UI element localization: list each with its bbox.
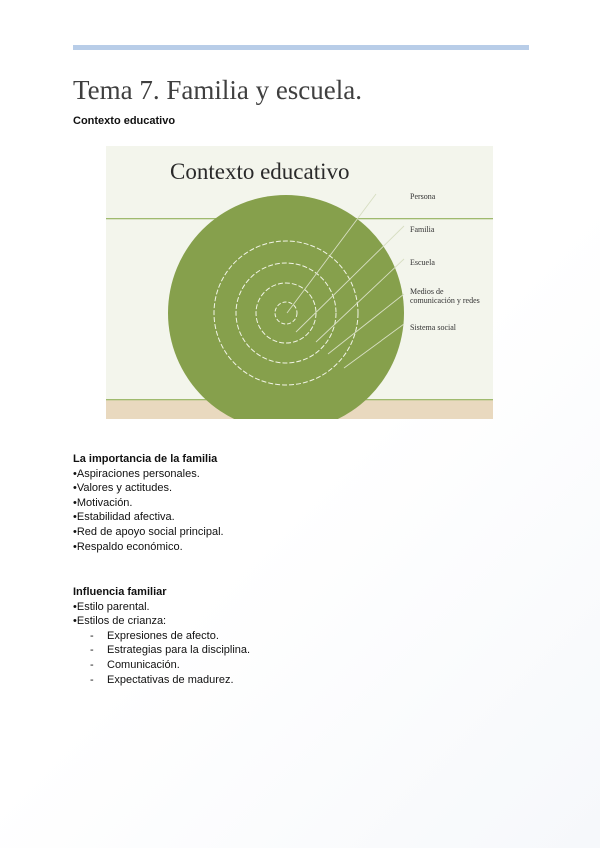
sub-list-item (73, 658, 250, 673)
list-item: •Respaldo económico. (73, 540, 183, 553)
label-sistema-social: Sistema social (410, 323, 456, 332)
header-rule (73, 45, 529, 50)
label-escuela: Escuela (410, 258, 435, 267)
sub-list-item (73, 673, 250, 688)
sub-list-text: Comunicación. (107, 658, 180, 671)
slide-title: Contexto educativo (170, 159, 350, 184)
section-heading: La importancia de la familia (73, 453, 218, 465)
section-heading: Influencia familiar (73, 586, 167, 598)
sub-list-text: Estrategias para la disciplina. (107, 644, 251, 657)
list-item: •Red de apoyo social principal. (73, 525, 224, 538)
list-item: •Estilos de crianza: (73, 615, 167, 628)
list-item: •Estilo parental. (73, 600, 150, 613)
page-title: Tema 7. Familia y escuela. (73, 75, 363, 105)
sub-list-item (73, 629, 250, 644)
list-item: •Aspiraciones personales. (73, 467, 200, 480)
dash-marker: - (90, 658, 94, 671)
dash-marker: - (90, 673, 94, 686)
label-medios: Medios de (410, 287, 444, 296)
label-comunicacion: comunicación y redes (410, 296, 480, 305)
crianza-sublist (73, 629, 250, 687)
list-item: •Valores y actitudes. (73, 482, 173, 495)
section-influencia-familiar (73, 585, 250, 687)
dash-marker: - (90, 644, 94, 657)
label-familia: Familia (410, 225, 435, 234)
influence-list (73, 600, 250, 629)
sub-list-item (73, 643, 250, 658)
family-list (73, 467, 224, 555)
slide-image (106, 146, 493, 419)
sub-list-text: Expresiones de afecto. (107, 629, 219, 642)
section-title-contexto: Contexto educativo (73, 115, 176, 127)
section-importancia-familia (73, 452, 224, 554)
label-persona: Persona (410, 192, 436, 201)
list-item: •Motivación. (73, 496, 133, 509)
dash-marker: - (90, 629, 94, 642)
sub-list-text: Expectativas de madurez. (107, 673, 234, 686)
list-item: •Estabilidad afectiva. (73, 511, 175, 524)
concentric-circles-diagram (106, 146, 493, 419)
